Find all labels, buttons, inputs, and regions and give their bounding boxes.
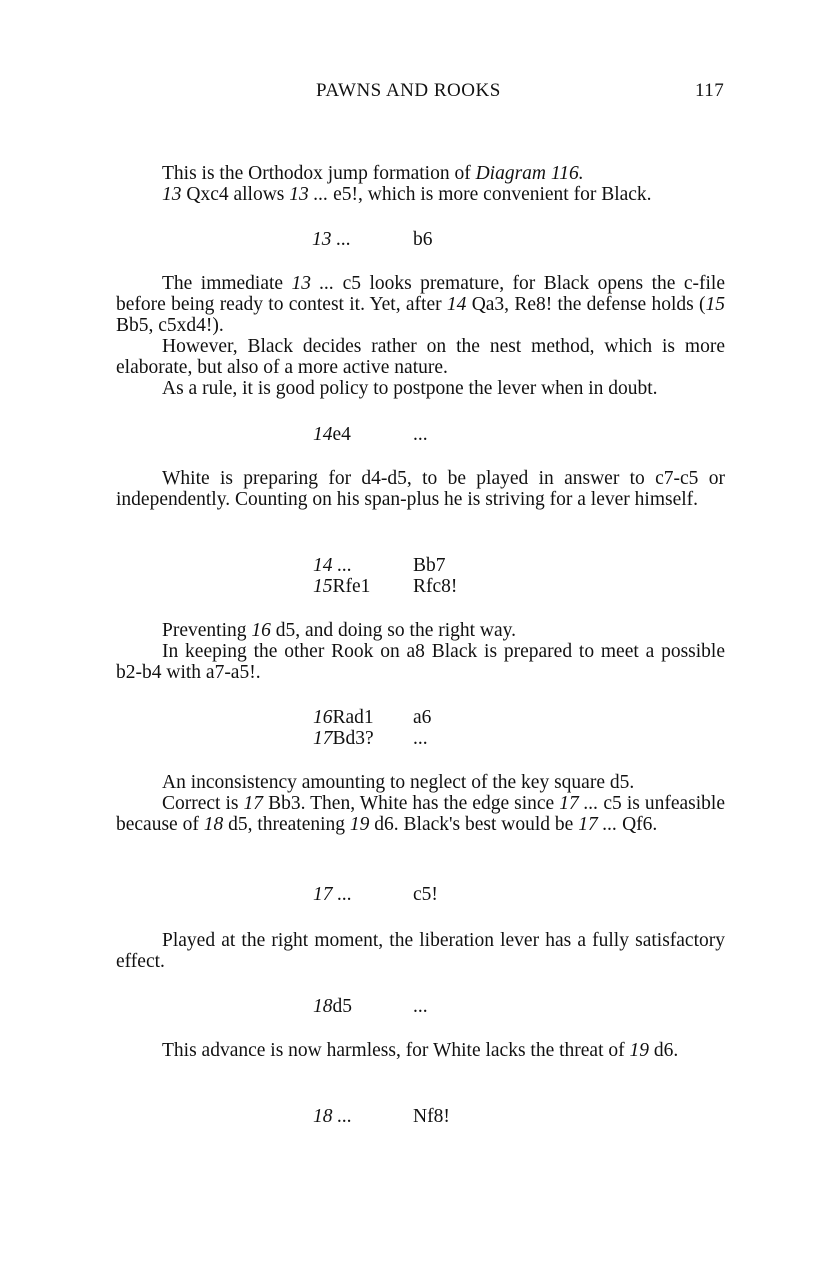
paragraph-correct-bb3: Correct is 17 Bb3. Then, White has the edge since 17 ... c5 is unfeasible because of 18 d5, threatening 19 d6. Black's best would be 17 ... Qf6.: [116, 793, 725, 835]
move-17-black: 17 ...: [313, 884, 352, 905]
move-13-black: 13 ...: [312, 229, 351, 250]
paragraph-liberation-lever: Played at the right moment, the liberation lever has a fully satisfactory effect.: [116, 930, 725, 972]
move-17-black-san: c5!: [413, 884, 438, 905]
paragraph-immediate-c5: The immediate 13 ... c5 looks premature, for Black opens the c-file before being ready to contest it. Yet, after 14 Qa3, Re8! the defense holds (15 Bb5, c5xd4!). However, Black decides rather on the nest method, which is more elaborate, but also of a more active nature. As a rule, it is good policy to postpone the lever when in doubt.: [116, 273, 726, 399]
move-18-white-reply: ...: [413, 996, 428, 1017]
move-15-white: 15Rfe1: [313, 576, 371, 597]
paragraph-white-preparing: White is preparing for d4-d5, to be played in answer to c7-c5 or independently. Counting on his span-plus he is striving for a lever himself.: [116, 468, 725, 510]
paragraph-orthodox-jump: This is the Orthodox jump formation of Diagram 116. 13 Qxc4 allows 13 ... e5!, which is more convenient for Black.: [162, 163, 652, 205]
move-18-black-san: Nf8!: [413, 1106, 450, 1127]
move-14-black: 14 ...: [313, 555, 352, 576]
move-16-white: 16Rad1: [313, 707, 374, 728]
move-14-white-reply: ...: [413, 424, 428, 445]
paragraph-preventing-d5: Preventing 16 d5, and doing so the right way. In keeping the other Rook on a8 Black is prepared to meet a possible b2-b4 with a7-a5!.: [116, 620, 725, 683]
move-15-black: Rfc8!: [413, 576, 458, 597]
paragraph-advance-harmless: This advance is now harmless, for White lacks the threat of 19 d6.: [162, 1040, 679, 1061]
move-17-white-reply: ...: [413, 728, 428, 749]
page-number: 117: [695, 80, 725, 101]
move-14-white: 14e4: [313, 424, 351, 445]
paragraph-nest-method: However, Black decides rather on the nest method, which is more elaborate, but also of a more active nature.: [116, 336, 725, 378]
move-14-black-san: Bb7: [413, 555, 446, 576]
paragraph-keeping-rook: In keeping the other Rook on a8 Black is prepared to meet a possible b2-b4 with a7-a5!.: [116, 641, 725, 683]
paragraph-rule: As a rule, it is good policy to postpone the lever when in doubt.: [162, 378, 658, 399]
move-16-black: a6: [413, 707, 432, 728]
running-header: PAWNS AND ROOKS: [316, 80, 501, 101]
move-18-black: 18 ...: [313, 1106, 352, 1127]
move-18-white: 18d5: [313, 996, 352, 1017]
move-13-black-san: b6: [413, 229, 433, 250]
move-17-white: 17Bd3?: [313, 728, 374, 749]
paragraph-inconsistency: An inconsistency amounting to neglect of the key square d5. Correct is 17 Bb3. Then, White has the edge since 17 ... c5 is unfeasible because of 18 d5, threatening 19 d6. Black's best would be 17 ... Qf6.: [116, 772, 725, 835]
